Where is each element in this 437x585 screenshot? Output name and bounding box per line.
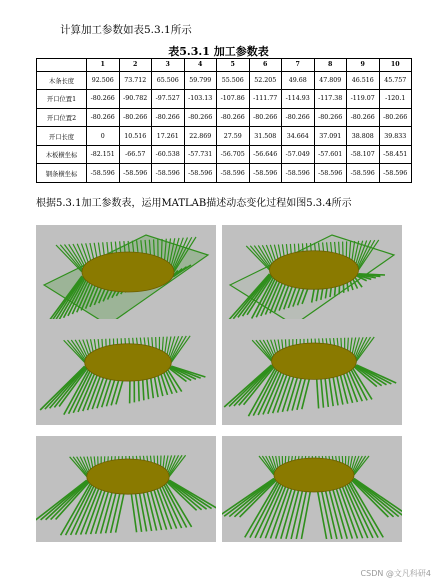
table-cell: -58.596 [87, 164, 120, 183]
row-label: 钢条横坐标 [37, 164, 87, 183]
slat-model-render [222, 319, 402, 425]
table-cell: -90.782 [119, 90, 152, 109]
row-label: 开口位置1 [37, 90, 87, 109]
table-cell: -58.596 [152, 164, 185, 183]
table-header-cell: 9 [347, 59, 380, 72]
table-cell: -58.107 [347, 145, 380, 164]
simulation-frame [36, 225, 216, 331]
table-header-cell: 4 [184, 59, 217, 72]
table-cell: -58.596 [249, 164, 282, 183]
table-header-cell: 1 [87, 59, 120, 72]
table-header-cell: 6 [249, 59, 282, 72]
table-cell: 39.833 [379, 127, 412, 146]
table-cell: -107.86 [217, 90, 250, 109]
table-row [37, 108, 412, 127]
simulation-frame [222, 225, 402, 331]
table-cell: 52.205 [249, 71, 282, 90]
slat-model-render [36, 319, 216, 425]
table-cell: 92.506 [87, 71, 120, 90]
table-cell: 0 [87, 127, 120, 146]
table-cell: -97.527 [152, 90, 185, 109]
table-cell: 31.508 [249, 127, 282, 146]
table-cell: 37.091 [314, 127, 347, 146]
table-caption: 表5.3.1 加工参数表 [168, 45, 269, 58]
table-cell: -103.13 [184, 90, 217, 109]
table-cell: -80.266 [347, 108, 380, 127]
simulation-frame [36, 319, 216, 425]
table-cell: -58.596 [119, 164, 152, 183]
table-body [37, 71, 412, 183]
table-cell: -58.596 [217, 164, 250, 183]
table-cell: 45.757 [379, 71, 412, 90]
table-header-cell: 8 [314, 59, 347, 72]
table-cell: -57.601 [314, 145, 347, 164]
table-row [37, 145, 412, 164]
table-cell: 49.68 [282, 71, 315, 90]
parameter-table [36, 58, 412, 183]
table-cell: -58.596 [347, 164, 380, 183]
table-cell: -58.596 [282, 164, 315, 183]
row-label: 开口位置2 [37, 108, 87, 127]
table-cell: -57.731 [184, 145, 217, 164]
slat-model-render [36, 436, 216, 542]
simulation-frame [222, 319, 402, 425]
row-label: 木条长度 [37, 71, 87, 90]
table-cell: 27.59 [217, 127, 250, 146]
table-cell: -120.1 [379, 90, 412, 109]
table-header-row [37, 59, 412, 72]
slat-model-render [36, 225, 216, 331]
table-cell: -58.596 [314, 164, 347, 183]
table-cell: -80.266 [379, 108, 412, 127]
simulation-frame [36, 436, 216, 542]
table-cell: -80.266 [282, 108, 315, 127]
table-header-cell: 3 [152, 59, 185, 72]
table-cell: -80.266 [249, 108, 282, 127]
table-row [37, 127, 412, 146]
simulation-frame [222, 436, 402, 542]
slat-model-render [222, 436, 402, 542]
table-cell: -82.151 [87, 145, 120, 164]
table-cell: -58.451 [379, 145, 412, 164]
table-cell: 46.516 [347, 71, 380, 90]
table-header-cell: 2 [119, 59, 152, 72]
table-cell: -80.266 [87, 108, 120, 127]
slat-model-render [222, 225, 402, 331]
table-row [37, 164, 412, 183]
table-cell: -66.57 [119, 145, 152, 164]
table-header-cell: 5 [217, 59, 250, 72]
table-header-cell [37, 59, 87, 72]
table-cell: -114.93 [282, 90, 315, 109]
table-cell: -56.705 [217, 145, 250, 164]
table-cell: -57.049 [282, 145, 315, 164]
table-cell: 34.664 [282, 127, 315, 146]
intro-paragraph: 计算加工参数如表5.3.1所示 [60, 24, 192, 36]
table-cell: 55.506 [217, 71, 250, 90]
table-cell: 73.712 [119, 71, 152, 90]
table-cell: -117.38 [314, 90, 347, 109]
table-cell: 65.506 [152, 71, 185, 90]
table-cell: -58.596 [379, 164, 412, 183]
table-cell: -60.538 [152, 145, 185, 164]
body-paragraph: 根据5.3.1加工参数表，运用MATLAB描述动态变化过程如图5.3.4所示 [36, 198, 352, 209]
table-cell: -80.266 [184, 108, 217, 127]
table-row [37, 71, 412, 90]
table-cell: -80.266 [119, 108, 152, 127]
table-cell: 22.869 [184, 127, 217, 146]
table-cell: -58.596 [184, 164, 217, 183]
row-label: 木板横坐标 [37, 145, 87, 164]
table-header-cell: 10 [379, 59, 412, 72]
table-cell: -80.266 [217, 108, 250, 127]
table-cell: -119.07 [347, 90, 380, 109]
table-cell: 38.808 [347, 127, 380, 146]
table-cell: 17.261 [152, 127, 185, 146]
row-label: 开口长度 [37, 127, 87, 146]
table-cell: -80.266 [152, 108, 185, 127]
table-row [37, 90, 412, 109]
table-cell: -111.77 [249, 90, 282, 109]
table-cell: 47.809 [314, 71, 347, 90]
table-cell: -80.266 [87, 90, 120, 109]
table-header-cell: 7 [282, 59, 315, 72]
watermark: CSDN @文凡科研4 [360, 569, 431, 578]
table-cell: -80.266 [314, 108, 347, 127]
table-cell: -56.646 [249, 145, 282, 164]
table-cell: 59.799 [184, 71, 217, 90]
table-cell: 10.516 [119, 127, 152, 146]
